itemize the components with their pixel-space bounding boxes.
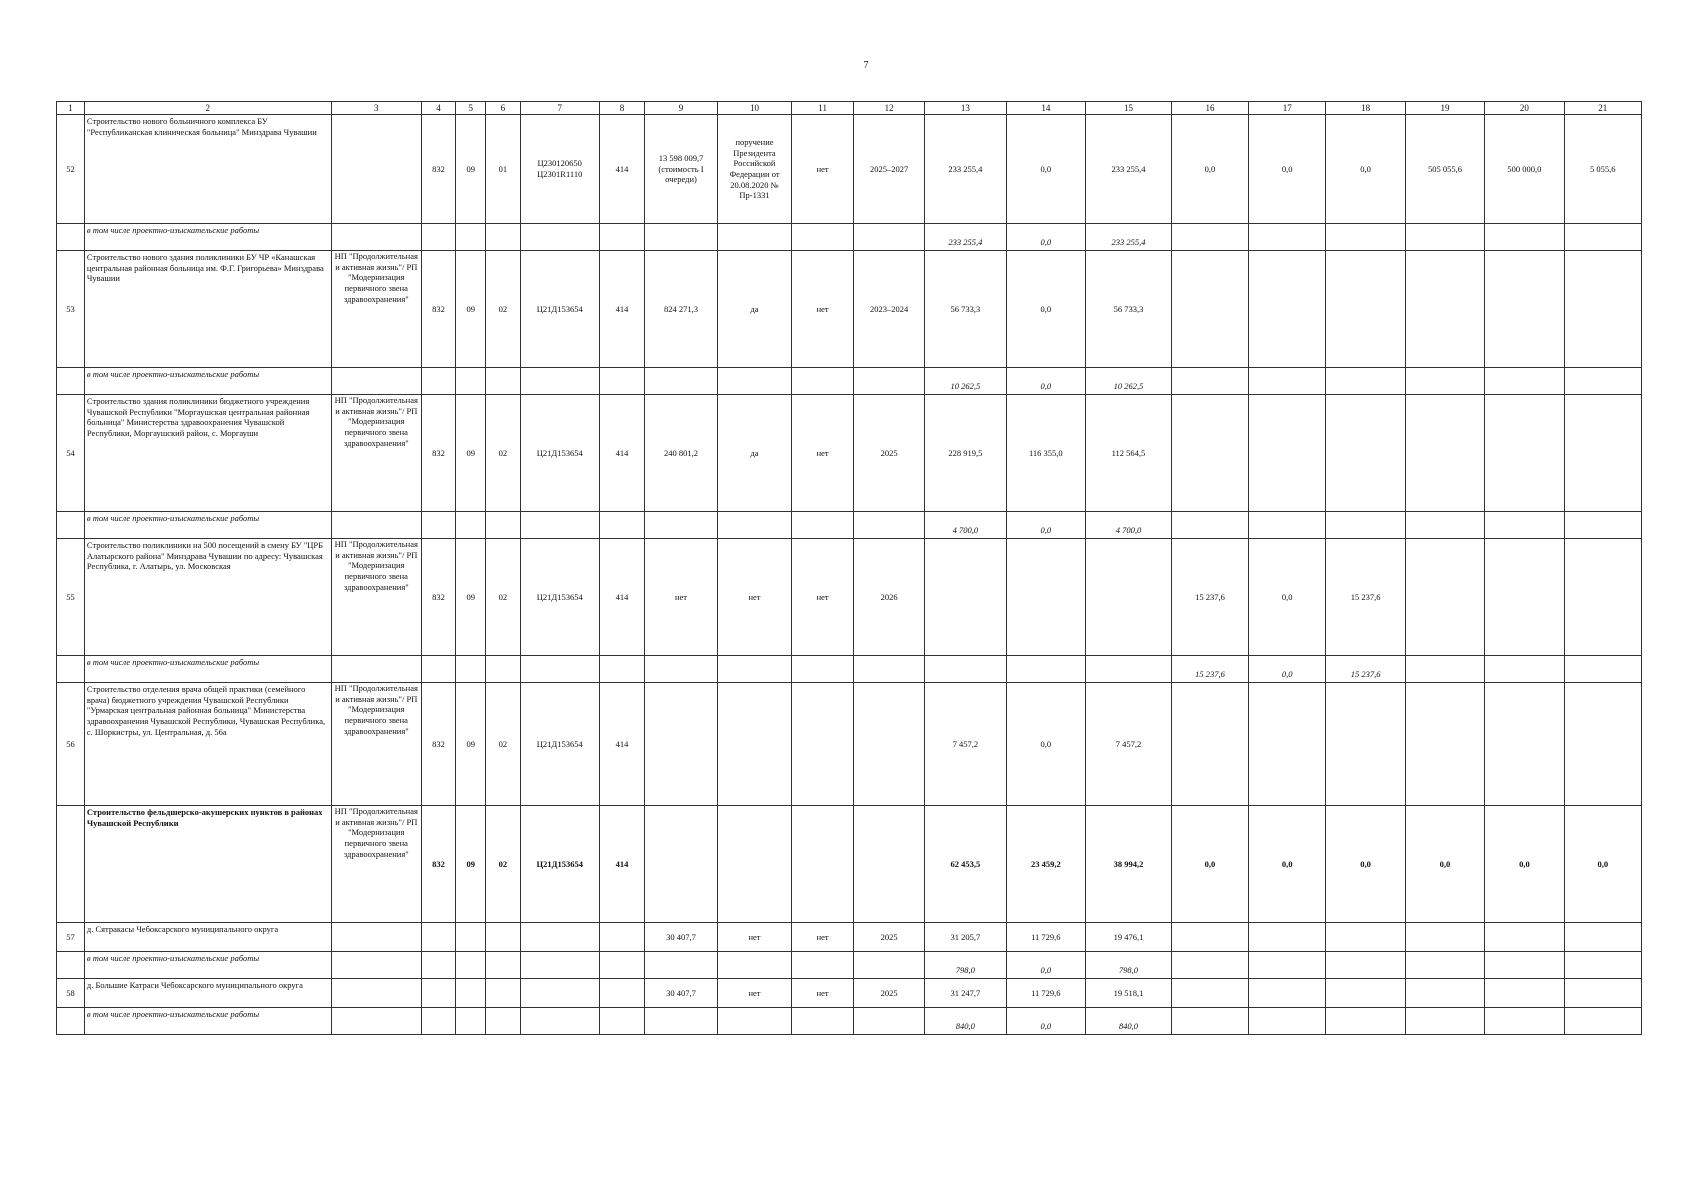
object-name: Строительство поликлиники на 500 посещений в смену БУ "ЦРБ Алатырского района" Минздрава Чувашии по адресу: Чувашская Республика, г. Алатырь, ул. Московская — [84, 539, 331, 656]
cell: 0,0 — [1249, 656, 1326, 683]
cell: 240 801,2 — [645, 395, 718, 512]
cell — [1564, 395, 1641, 512]
cell: 31 247,7 — [925, 979, 1007, 1008]
cell — [925, 656, 1007, 683]
cell: 500 000,0 — [1485, 115, 1564, 224]
cell: 233 255,4 — [925, 224, 1007, 251]
col-header: 7 — [520, 102, 599, 115]
cell: 233 255,4 — [1086, 115, 1172, 224]
cell: нет — [717, 923, 791, 952]
cell: 23 459,2 — [1006, 806, 1085, 923]
cell: 116 355,0 — [1006, 395, 1085, 512]
cell: 19 518,1 — [1086, 979, 1172, 1008]
cell: нет — [792, 395, 854, 512]
table-subrow — [57, 224, 1642, 251]
cell: 0,0 — [1171, 115, 1248, 224]
object-name: Строительство фельдшерско-акушерских пунктов в районах Чувашской Республики — [84, 806, 331, 923]
cell: нет — [717, 539, 791, 656]
cell — [1405, 683, 1484, 806]
cell: 11 729,6 — [1006, 923, 1085, 952]
cell — [1405, 251, 1484, 368]
program: НП "Продолжительная и активная жизнь"/ РП "Модернизация первичного звена здравоохранения" — [331, 251, 421, 368]
cell — [645, 683, 718, 806]
cell: 832 — [421, 683, 455, 806]
design-works-label: в том числе проектно-изыскательские работы — [84, 512, 331, 539]
table-row — [57, 395, 1642, 512]
cell: 840,0 — [1086, 1008, 1172, 1035]
cell: 0,0 — [1564, 806, 1641, 923]
cell: 30 407,7 — [645, 979, 718, 1008]
cell: 840,0 — [925, 1008, 1007, 1035]
cell: 15 237,6 — [1326, 656, 1405, 683]
col-header: 14 — [1006, 102, 1085, 115]
cell: 01 — [486, 115, 520, 224]
program: НП "Продолжительная и активная жизнь"/ РП "Модернизация первичного звена здравоохранения" — [331, 806, 421, 923]
object-name: Строительство здания поликлиники бюджетного учреждения Чувашской Республики "Моргаушская центральная районная больница" Министерства здравоохранения Чувашской Республики, Моргаушский район, с. Моргауши — [84, 395, 331, 512]
cell: 10 262,5 — [925, 368, 1007, 395]
cell: нет — [717, 979, 791, 1008]
table-subrow — [57, 512, 1642, 539]
cell: 7 457,2 — [925, 683, 1007, 806]
cell: 09 — [456, 683, 486, 806]
program: НП "Продолжительная и активная жизнь"/ РП "Модернизация первичного звена здравоохранения" — [331, 683, 421, 806]
cell — [1086, 656, 1172, 683]
col-header: 18 — [1326, 102, 1405, 115]
cell: Ц21Д153654 — [520, 806, 599, 923]
cell: 0,0 — [1326, 806, 1405, 923]
cell: 02 — [486, 395, 520, 512]
cell: 02 — [486, 539, 520, 656]
cell — [1249, 395, 1326, 512]
cell: 4 700,0 — [1086, 512, 1172, 539]
cell: 0,0 — [1326, 115, 1405, 224]
program — [331, 115, 421, 224]
cell: 30 407,7 — [645, 923, 718, 952]
cell — [1564, 539, 1641, 656]
cell — [925, 539, 1007, 656]
cell: 233 255,4 — [1086, 224, 1172, 251]
cell — [1249, 512, 1326, 539]
design-works-label: в том числе проектно-изыскательские работы — [84, 952, 331, 979]
program: НП "Продолжительная и активная жизнь"/ РП "Модернизация первичного звена здравоохранения" — [331, 539, 421, 656]
cell: 0,0 — [1006, 1008, 1085, 1035]
cell: 15 237,6 — [1171, 656, 1248, 683]
col-header: 17 — [1249, 102, 1326, 115]
cell — [1564, 251, 1641, 368]
row-number: 58 — [57, 979, 85, 1008]
col-header: 3 — [331, 102, 421, 115]
table-subrow — [57, 368, 1642, 395]
cell: 31 205,7 — [925, 923, 1007, 952]
row-number: 56 — [57, 683, 85, 806]
cell: 2025 — [854, 395, 925, 512]
col-header: 5 — [456, 102, 486, 115]
col-header: 9 — [645, 102, 718, 115]
cell: 0,0 — [1006, 683, 1085, 806]
table-row — [57, 251, 1642, 368]
cell: 56 733,3 — [1086, 251, 1172, 368]
cell: нет — [792, 539, 854, 656]
cell — [1249, 683, 1326, 806]
cell: 02 — [486, 683, 520, 806]
cell: 2025 — [854, 979, 925, 1008]
cell: 0,0 — [1006, 224, 1085, 251]
cell: 62 453,5 — [925, 806, 1007, 923]
col-header: 12 — [854, 102, 925, 115]
cell — [1086, 539, 1172, 656]
col-header: 6 — [486, 102, 520, 115]
cell — [1485, 683, 1564, 806]
cell: 228 919,5 — [925, 395, 1007, 512]
cell: 5 055,6 — [1564, 115, 1641, 224]
table-subrow — [57, 952, 1642, 979]
table-row — [57, 115, 1642, 224]
cell: 832 — [421, 806, 455, 923]
cell: 414 — [599, 806, 644, 923]
col-header: 8 — [599, 102, 644, 115]
cell: Ц21Д153654 — [520, 683, 599, 806]
cell: 0,0 — [1249, 115, 1326, 224]
cell: 56 733,3 — [925, 251, 1007, 368]
object-name: д. Сятракасы Чебоксарского муниципального округа — [84, 923, 331, 952]
cell — [1171, 395, 1248, 512]
cell: 0,0 — [1485, 806, 1564, 923]
object-name: Строительство нового больничного комплекса БУ "Республиканская клиническая больница" Минздрава Чувашии — [84, 115, 331, 224]
cell — [1326, 512, 1405, 539]
cell: 2025–2027 — [854, 115, 925, 224]
cell: 0,0 — [1405, 806, 1484, 923]
cell: 0,0 — [1006, 368, 1085, 395]
cell: 112 564,5 — [1086, 395, 1172, 512]
cell: 7 457,2 — [1086, 683, 1172, 806]
cell: 414 — [599, 539, 644, 656]
cell: 0,0 — [1171, 806, 1248, 923]
cell — [1171, 683, 1248, 806]
cell — [1485, 251, 1564, 368]
col-header: 4 — [421, 102, 455, 115]
table-row — [57, 539, 1642, 656]
col-header: 15 — [1086, 102, 1172, 115]
cell: 15 237,6 — [1326, 539, 1405, 656]
cell — [1485, 539, 1564, 656]
cell: 824 271,3 — [645, 251, 718, 368]
investment-table — [56, 101, 1642, 1035]
cell — [1326, 224, 1405, 251]
header-row — [57, 102, 1642, 115]
cell — [1405, 395, 1484, 512]
cell: 09 — [456, 539, 486, 656]
cell: 832 — [421, 539, 455, 656]
cell: 02 — [486, 251, 520, 368]
cell — [792, 683, 854, 806]
cell: Ц230120650 Ц2301R1110 — [520, 115, 599, 224]
cell — [1249, 224, 1326, 251]
cell: 10 262,5 — [1086, 368, 1172, 395]
cell: 798,0 — [925, 952, 1007, 979]
cell — [1171, 512, 1248, 539]
cell: Ц21Д153654 — [520, 251, 599, 368]
cell: 09 — [456, 806, 486, 923]
cell — [854, 683, 925, 806]
cell: 4 700,0 — [925, 512, 1007, 539]
col-header: 16 — [1171, 102, 1248, 115]
cell: 2026 — [854, 539, 925, 656]
cell — [1405, 539, 1484, 656]
col-header: 1 — [57, 102, 85, 115]
cell: 414 — [599, 115, 644, 224]
col-header: 19 — [1405, 102, 1484, 115]
cell — [1564, 683, 1641, 806]
object-name: Строительство нового здания поликлиники БУ ЧР «Канашская центральная районная больница им. Ф.Г. Григорьева» Минздрава Чувашии — [84, 251, 331, 368]
cell: 414 — [599, 683, 644, 806]
col-header: 20 — [1485, 102, 1564, 115]
design-works-label: в том числе проектно-изыскательские работы — [84, 656, 331, 683]
table-row — [57, 806, 1642, 923]
object-name: Строительство отделения врача общей практики (семейного врача) бюджетного учреждения Чувашской Республики "Урмарская центральная районная больница" Министерства здравоохранения Чувашской Республики, Чувашская Республика, с. Шоркистры, ул. Центральная, д. 56а — [84, 683, 331, 806]
cell — [1485, 395, 1564, 512]
cell — [1006, 656, 1085, 683]
cell: 832 — [421, 251, 455, 368]
object-name: д. Большие Катраси Чебоксарского муниципального округа — [84, 979, 331, 1008]
cell: нет — [645, 539, 718, 656]
row-number: 54 — [57, 395, 85, 512]
design-works-label: в том числе проектно-изыскательские работы — [84, 368, 331, 395]
page-number: 7 — [863, 60, 869, 71]
col-header: 13 — [925, 102, 1007, 115]
cell: нет — [792, 979, 854, 1008]
cell: Ц21Д153654 — [520, 395, 599, 512]
cell — [1249, 368, 1326, 395]
cell — [1171, 224, 1248, 251]
cell: 505 055,6 — [1405, 115, 1484, 224]
cell: 414 — [599, 395, 644, 512]
cell: 0,0 — [1006, 115, 1085, 224]
cell — [717, 683, 791, 806]
cell: 0,0 — [1249, 806, 1326, 923]
cell — [1326, 683, 1405, 806]
row-number: 57 — [57, 923, 85, 952]
cell: 798,0 — [1086, 952, 1172, 979]
cell — [1326, 368, 1405, 395]
cell: да — [717, 395, 791, 512]
col-header: 2 — [84, 102, 331, 115]
cell: 832 — [421, 395, 455, 512]
cell: 0,0 — [1006, 251, 1085, 368]
cell: 0,0 — [1006, 952, 1085, 979]
cell: 414 — [599, 251, 644, 368]
cell: 09 — [456, 395, 486, 512]
cell — [1326, 251, 1405, 368]
program: НП "Продолжительная и активная жизнь"/ РП "Модернизация первичного звена здравоохранения" — [331, 395, 421, 512]
cell — [1171, 368, 1248, 395]
cell — [1171, 251, 1248, 368]
cell: 233 255,4 — [925, 115, 1007, 224]
cell: поручение Президента Российской Федерации от 20.08.2020 № Пр-1331 — [717, 115, 791, 224]
row-number: 53 — [57, 251, 85, 368]
col-header: 11 — [792, 102, 854, 115]
cell — [1326, 395, 1405, 512]
cell: 13 598 009,7 (стоимость I очереди) — [645, 115, 718, 224]
col-header: 21 — [1564, 102, 1641, 115]
cell: 09 — [456, 251, 486, 368]
cell: Ц21Д153654 — [520, 539, 599, 656]
cell: нет — [792, 115, 854, 224]
table-row — [57, 979, 1642, 1008]
table-subrow — [57, 656, 1642, 683]
design-works-label: в том числе проектно-изыскательские работы — [84, 1008, 331, 1035]
cell: 0,0 — [1249, 539, 1326, 656]
row-number: 55 — [57, 539, 85, 656]
cell: да — [717, 251, 791, 368]
cell: нет — [792, 251, 854, 368]
cell: 09 — [456, 115, 486, 224]
table-subrow — [57, 1008, 1642, 1035]
cell: 2025 — [854, 923, 925, 952]
cell: 11 729,6 — [1006, 979, 1085, 1008]
cell: 2023–2024 — [854, 251, 925, 368]
cell: 38 994,2 — [1086, 806, 1172, 923]
cell: 0,0 — [1006, 512, 1085, 539]
design-works-label: в том числе проектно-изыскательские работы — [84, 224, 331, 251]
row-number: 52 — [57, 115, 85, 224]
table-row — [57, 683, 1642, 806]
cell — [1006, 539, 1085, 656]
cell: нет — [792, 923, 854, 952]
cell — [1249, 251, 1326, 368]
cell: 02 — [486, 806, 520, 923]
table-row — [57, 923, 1642, 952]
col-header: 10 — [717, 102, 791, 115]
cell: 15 237,6 — [1171, 539, 1248, 656]
cell: 19 476,1 — [1086, 923, 1172, 952]
cell: 832 — [421, 115, 455, 224]
